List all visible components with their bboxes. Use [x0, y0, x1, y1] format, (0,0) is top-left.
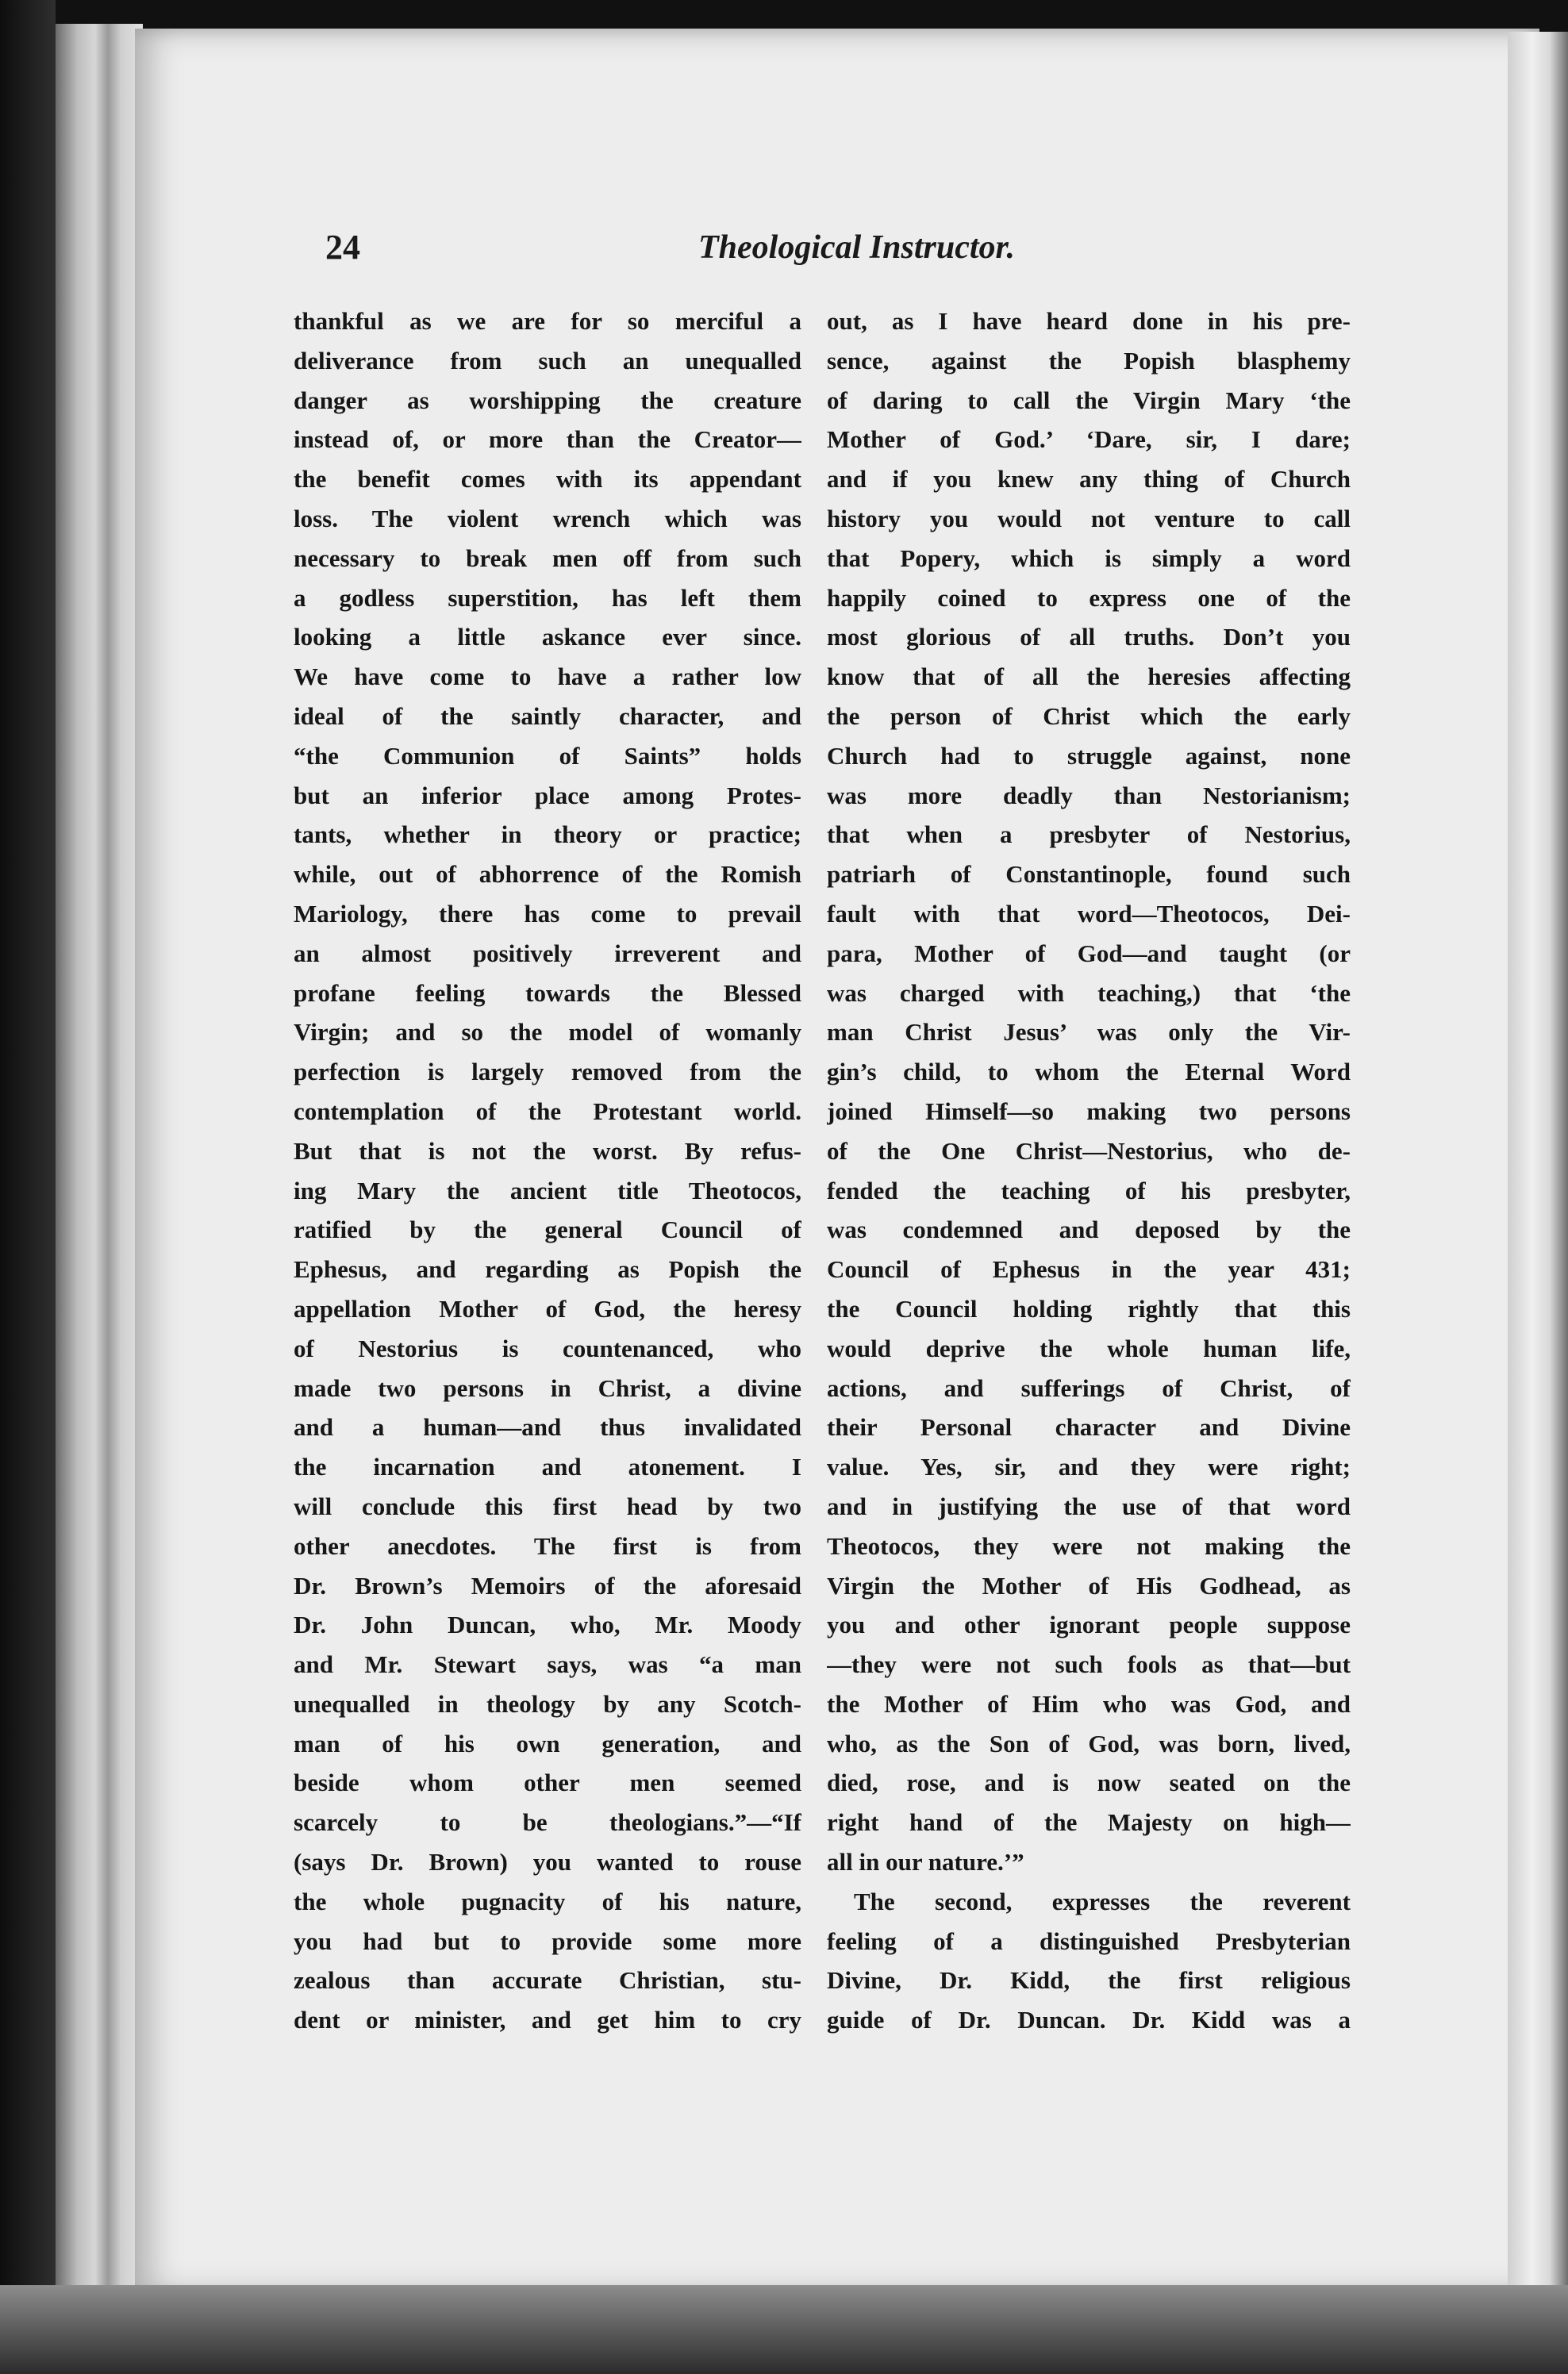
- scan-top-border: [0, 0, 1568, 32]
- text-line: was more deadly than Nestorianism;: [827, 781, 1351, 809]
- text-line: happily coined to express one of the: [827, 583, 1351, 612]
- text-line: We have come to have a rather low: [294, 663, 801, 691]
- text-line: contemplation of the Protestant world.: [294, 1097, 801, 1125]
- text-line: know that of all the heresies affecting: [827, 663, 1351, 691]
- text-line: the person of Christ which the early: [827, 701, 1351, 730]
- text-line: their Personal character and Divine: [827, 1413, 1351, 1442]
- text-line: of Nestorius is countenanced, who: [294, 1334, 801, 1362]
- text-line: ratified by the general Council of: [294, 1216, 801, 1244]
- text-line: Divine, Dr. Kidd, the first religious: [827, 1966, 1351, 1995]
- text-line: (says Dr. Brown) you wanted to rouse: [294, 1848, 801, 1877]
- text-line: would deprive the whole human life,: [827, 1334, 1351, 1362]
- text-line: “the Communion of Saints” holds: [294, 741, 801, 770]
- text-line: made two persons in Christ, a divine: [294, 1373, 801, 1402]
- text-line: zealous than accurate Christian, stu-: [294, 1966, 801, 1995]
- text-line: man of his own generation, and: [294, 1729, 801, 1757]
- text-line: —they were not such fools as that—but: [827, 1650, 1351, 1679]
- text-line: man Christ Jesus’ was only the Vir-: [827, 1018, 1351, 1047]
- text-line: Virgin the Mother of His Godhead, as: [827, 1571, 1351, 1600]
- text-line: perfection is largely removed from the: [294, 1058, 801, 1086]
- text-column-left: [294, 302, 801, 2040]
- text-line: Church had to struggle against, none: [827, 741, 1351, 770]
- running-head: Theological Instructor.: [698, 229, 1016, 266]
- page-number: 24: [325, 228, 360, 267]
- text-line: the incarnation and atonement. I: [294, 1453, 801, 1481]
- text-line: value. Yes, sir, and they were right;: [827, 1453, 1351, 1481]
- text-line: Council of Ephesus in the year 431;: [827, 1255, 1351, 1284]
- text-line: gin’s child, to whom the Eternal Word: [827, 1058, 1351, 1086]
- text-line: Virgin; and so the model of womanly: [294, 1018, 801, 1047]
- text-line: while, out of abhorrence of the Romish: [294, 860, 801, 889]
- text-line: and a human—and thus invalidated: [294, 1413, 801, 1442]
- text-line: appellation Mother of God, the heresy: [294, 1294, 801, 1323]
- text-line: you and other ignorant people suppose: [827, 1611, 1351, 1639]
- text-line: but an inferior place among Protes-: [294, 781, 801, 809]
- text-line: patriarh of Constantinople, found such: [827, 860, 1351, 889]
- text-line: fault with that word—Theotocos, Dei-: [827, 899, 1351, 928]
- text-line: But that is not the worst. By refus-: [294, 1136, 801, 1165]
- text-line: Mariology, there has come to prevail: [294, 899, 801, 928]
- text-line: of the One Christ—Nestorius, who de-: [827, 1136, 1351, 1165]
- text-line: feeling of a distinguished Presbyterian: [827, 1926, 1351, 1955]
- text-line: that Popery, which is simply a word: [827, 544, 1351, 572]
- text-line: guide of Dr. Duncan. Dr. Kidd was a: [827, 2006, 1351, 2034]
- text-line: loss. The violent wrench which was: [294, 504, 801, 532]
- text-line: sence, against the Popish blasphemy: [827, 346, 1351, 375]
- text-line: para, Mother of God—and taught (or: [827, 939, 1351, 967]
- text-line: and Mr. Stewart says, was “a man: [294, 1650, 801, 1679]
- text-line: the Council holding rightly that this: [827, 1294, 1351, 1323]
- text-line: Ephesus, and regarding as Popish the: [294, 1255, 801, 1284]
- scan-left-border: [0, 0, 56, 2374]
- text-line: actions, and sufferings of Christ, of: [827, 1373, 1351, 1402]
- text-line: the benefit comes with its appendant: [294, 465, 801, 494]
- text-line: a godless superstition, has left them: [294, 583, 801, 612]
- text-line: and in justifying the use of that word: [827, 1492, 1351, 1520]
- text-line: danger as worshipping the creature: [294, 386, 801, 414]
- text-line: an almost positively irreverent and: [294, 939, 801, 967]
- text-line: and if you knew any thing of Church: [827, 465, 1351, 494]
- text-line: other anecdotes. The first is from: [294, 1531, 801, 1560]
- text-line: the Mother of Him who was God, and: [827, 1689, 1351, 1718]
- text-line: Dr. Brown’s Memoirs of the aforesaid: [294, 1571, 801, 1600]
- text-line: died, rose, and is now seated on the: [827, 1769, 1351, 1797]
- text-line: thankful as we are for so merciful a: [294, 307, 801, 335]
- text-line: unequalled in theology by any Scotch-: [294, 1689, 801, 1718]
- text-line: that when a presbyter of Nestorius,: [827, 820, 1351, 849]
- text-line: Dr. John Duncan, who, Mr. Moody: [294, 1611, 801, 1639]
- text-line: will conclude this first head by two: [294, 1492, 801, 1520]
- text-line: you had but to provide some more: [294, 1926, 801, 1955]
- text-line: the whole pugnacity of his nature,: [294, 1887, 801, 1915]
- text-line: was charged with teaching,) that ‘the: [827, 978, 1351, 1007]
- text-line: tants, whether in theory or practice;: [294, 820, 801, 849]
- page-header: [325, 227, 1055, 282]
- book-spine: [56, 24, 143, 2309]
- text-column-right: [827, 302, 1351, 2040]
- text-line: was condemned and deposed by the: [827, 1216, 1351, 1244]
- text-line: necessary to break men off from such: [294, 544, 801, 572]
- text-line: of daring to call the Virgin Mary ‘the: [827, 386, 1351, 414]
- text-line: profane feeling towards the Blessed: [294, 978, 801, 1007]
- text-line: most glorious of all truths. Don’t you: [827, 623, 1351, 651]
- text-line: right hand of the Majesty on high—: [827, 1808, 1351, 1837]
- text-line: Mother of God.’ ‘Dare, sir, I dare;: [827, 425, 1351, 454]
- text-line: joined Himself—so making two persons: [827, 1097, 1351, 1125]
- scan-bottom-border: [0, 2285, 1568, 2374]
- text-line: all in our nature.’”: [827, 1848, 1024, 1877]
- text-line: looking a little askance ever since.: [294, 623, 801, 651]
- text-line: Theotocos, they were not making the: [827, 1531, 1351, 1560]
- page-right-edge: [1508, 32, 1568, 2333]
- text-line: The second, expresses the reverent: [854, 1887, 1351, 1915]
- text-line: who, as the Son of God, was born, lived,: [827, 1729, 1351, 1757]
- text-line: ing Mary the ancient title Theotocos,: [294, 1176, 801, 1204]
- text-line: fended the teaching of his presbyter,: [827, 1176, 1351, 1204]
- text-line: dent or minister, and get him to cry: [294, 2006, 801, 2034]
- text-line: beside whom other men seemed: [294, 1769, 801, 1797]
- text-line: out, as I have heard done in his pre-: [827, 307, 1351, 335]
- text-line: ideal of the saintly character, and: [294, 701, 801, 730]
- text-line: history you would not venture to call: [827, 504, 1351, 532]
- text-line: scarcely to be theologians.”—“If: [294, 1808, 801, 1837]
- text-line: deliverance from such an unequalled: [294, 346, 801, 375]
- text-line: instead of, or more than the Creator—: [294, 425, 801, 454]
